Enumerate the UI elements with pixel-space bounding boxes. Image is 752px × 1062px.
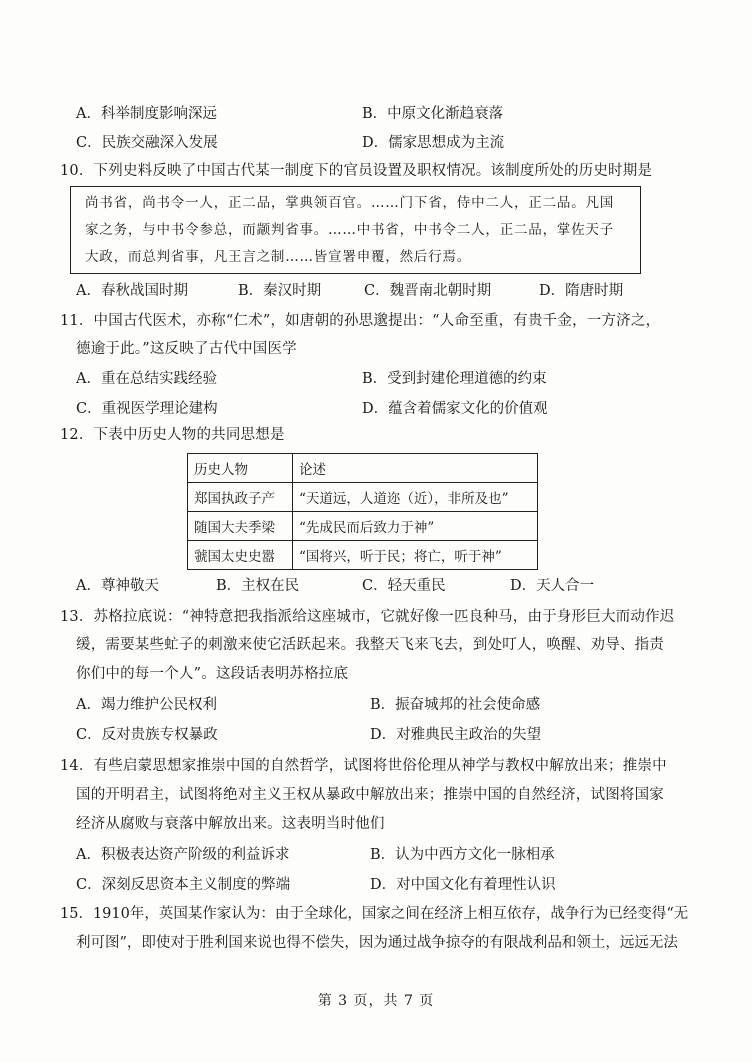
q13-stem-line-1: 13．苏格拉底说：“神特意把我指派给这座城市，它就好像一匹良种马，由于身形巨大而动作迟 — [60, 609, 675, 625]
q11-option-a[interactable]: A．重在总结实践经验 — [76, 371, 217, 387]
q14-stem-line-1: 14．有些启蒙思想家推崇中国的自然哲学，试图将世俗伦理从神学与教权中解放出来；推崇中 — [60, 758, 667, 774]
q10-source-box — [70, 186, 641, 274]
q14-option-b[interactable]: B．认为中西方文化一脉相承 — [370, 847, 555, 863]
q13-option-d[interactable]: D．对雅典民主政治的失望 — [370, 727, 542, 743]
q10-option-c[interactable]: C．魏晋南北朝时期 — [364, 283, 492, 299]
table-cell-person: 郑国执政子产 — [188, 483, 293, 512]
q11-option-d[interactable]: D．蕴含着儒家文化的价值观 — [362, 401, 548, 417]
page-number-footer: 第 3 页，共 7 页 — [317, 993, 435, 1009]
q10-option-d[interactable]: D．隋唐时期 — [539, 283, 624, 299]
q12-option-c[interactable]: C．轻天重民 — [362, 578, 446, 594]
q11-option-b[interactable]: B．受到封建伦理道德的约束 — [362, 371, 547, 387]
q9-option-c[interactable]: C．民族交融深入发展 — [76, 135, 218, 151]
q10-source-line-2: 家之务，与中书令参总，而颛判省事。……中书省，中书令二人，正二品，掌佐天子 — [85, 222, 615, 238]
q12-option-b[interactable]: B．主权在民 — [216, 578, 300, 594]
q14-stem-line-2: 国的开明君主，试图将绝对主义王权从暴政中解放出来；推崇中国的自然经济，试图将国家 — [76, 787, 664, 803]
q9-option-a[interactable]: A．科举制度影响深远 — [76, 106, 217, 122]
q13-option-b[interactable]: B．振奋城邦的社会使命感 — [370, 697, 541, 713]
table-cell-quote: “先成民而后致力于神” — [293, 512, 538, 541]
q12-table — [187, 453, 538, 570]
q9-option-d[interactable]: D．儒家思想成为主流 — [362, 135, 505, 151]
q10-stem: 10．下列史料反映了中国古代某一制度下的官员设置及职权情况。该制度所处的历史时期是 — [60, 163, 653, 179]
q10-source-line-3: 大政，而总判省事，凡王言之制……皆宣署申覆，然后行焉。 — [85, 249, 472, 265]
table-cell-person: 虢国太史史嚣 — [188, 541, 293, 570]
table-cell-quote: “天道远，人道迩（近），非所及也” — [293, 483, 538, 512]
q13-option-a[interactable]: A．竭力维护公民权利 — [76, 697, 217, 713]
q10-source-line-1: 尚书省，尚书令一人，正二品，掌典领百官。……门下省，侍中二人，正二品。凡国 — [85, 195, 615, 211]
q13-stem-line-3: 你们中的每一个人”。这段话表明苏格拉底 — [76, 666, 349, 682]
table-header-cell: 历史人物 — [188, 454, 293, 483]
q9-option-b[interactable]: B．中原文化渐趋衰落 — [362, 106, 504, 122]
q12-option-a[interactable]: A．尊神敬天 — [76, 578, 159, 594]
q14-option-d[interactable]: D．对中国文化有着理性认识 — [370, 877, 556, 893]
q14-stem-line-3: 经济从腐败与衰落中解放出来。这表明当时他们 — [76, 816, 385, 832]
table-row — [188, 512, 538, 541]
q13-option-c[interactable]: C．反对贵族专权暴政 — [76, 727, 218, 743]
q14-option-a[interactable]: A．积极表达资产阶级的利益诉求 — [76, 847, 290, 863]
q10-option-a[interactable]: A．春秋战国时期 — [76, 283, 188, 299]
q14-option-c[interactable]: C．深刻反思资本主义制度的弊端 — [76, 877, 291, 893]
q11-stem-line-2: 德逾于此。”这反映了古代中国医学 — [76, 341, 297, 357]
table-row — [188, 541, 538, 570]
q15-stem-line-2: 利可图”，即使对于胜利国来说也得不偿失，因为通过战争掠夺的有限战利品和领土，远远无法 — [76, 935, 678, 951]
table-cell-person: 随国大夫季梁 — [188, 512, 293, 541]
q15-stem-line-1: 15．1910年，英国某作家认为：由于全球化，国家之间在经济上相互依存，战争行为已经变得“无 — [60, 906, 689, 922]
q11-option-c[interactable]: C．重视医学理论建构 — [76, 401, 218, 417]
q12-stem: 12．下表中历史人物的共同思想是 — [60, 427, 285, 443]
q10-option-b[interactable]: B．秦汉时期 — [238, 283, 322, 299]
table-header-cell: 论述 — [293, 454, 538, 483]
table-header-row — [188, 454, 538, 483]
table-cell-quote: “国将兴，听于民；将亡，听于神” — [293, 541, 538, 570]
q13-stem-line-2: 缓，需要某些虻子的刺激来使它活跃起来。我整天飞来飞去，到处叮人，唤醒、劝导、指责 — [76, 637, 664, 653]
q12-option-d[interactable]: D．天人合一 — [510, 578, 595, 594]
q11-stem-line-1: 11．中国古代医术，亦称“仁术”，如唐朝的孙思邈提出：“人命至重，有贵千金，一方济之， — [60, 313, 661, 329]
table-row — [188, 483, 538, 512]
